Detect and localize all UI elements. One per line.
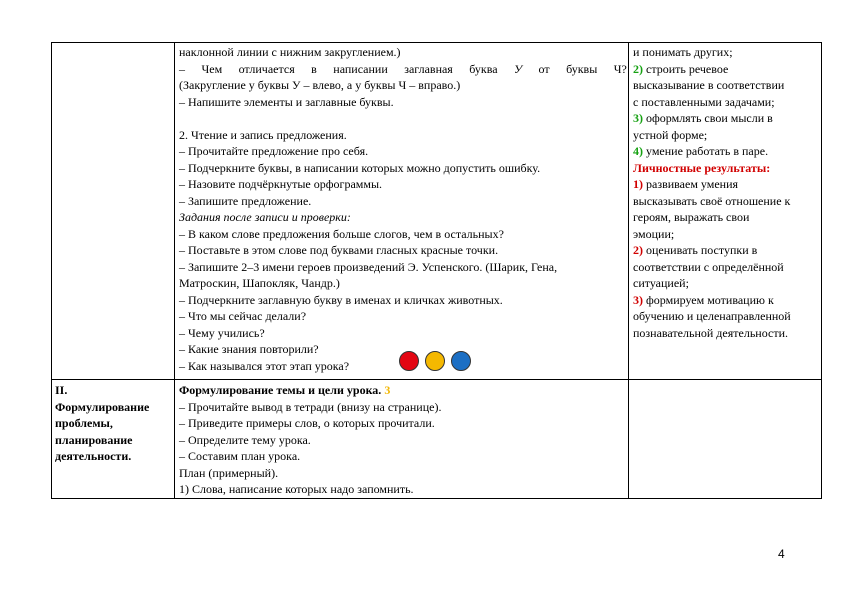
text-line: 2) строить речевое — [633, 61, 729, 76]
blank-line — [179, 110, 627, 127]
text-line: – Поставьте в этом слове под буквами гласных красные точки. — [179, 243, 499, 257]
text-line: познавательной деятельности. — [633, 325, 789, 340]
text-line: с поставленными задачами; — [633, 94, 775, 109]
section-title: 2. Чтение и запись предложения. — [179, 127, 347, 142]
text-line: (Закругление у буквы У – влево, а у буквы Ч – вправо.) — [179, 78, 461, 92]
stage-title-line: проблемы, — [55, 416, 113, 430]
section-heading: Формулирование темы и цели урока. 3 — [179, 383, 391, 397]
text-line: 4) умение работать в паре. — [633, 144, 769, 158]
row2-middle-cell — [177, 382, 627, 498]
text-line: – Запишите 2–3 имени героев произведений Э. Успенского. (Шарик, Гена, — [179, 259, 558, 274]
text-line: эмоции; — [633, 226, 675, 241]
text-line: 3) оформлять свои мысли в — [633, 111, 773, 125]
stage-title-line: Формулирование — [55, 399, 150, 414]
text-line: героям, выражать свои — [633, 210, 750, 224]
text-line: – Что мы сейчас делали? — [179, 309, 307, 323]
text-line: 2) оценивать поступки в — [633, 243, 758, 257]
text-line: 1) Слова, написание которых надо запомнить. — [179, 482, 414, 496]
yellow-dot-icon — [425, 351, 445, 371]
text-line: – Приведите примеры слов, о которых прочитали. — [179, 416, 435, 430]
row1-middle-cell — [177, 44, 627, 374]
blue-dot-icon — [451, 351, 471, 371]
row2-stage-cell — [55, 382, 173, 465]
text-line: – Прочитайте предложение про себя. — [179, 144, 369, 158]
text-line: высказывать своё отношение к — [633, 193, 791, 208]
text-line: – Как назывался этот этап урока? — [179, 358, 350, 373]
text-line: устной форме; — [633, 127, 708, 142]
assessment-dots — [399, 351, 471, 371]
text-line: обучению и целенаправленной — [633, 309, 791, 323]
text-line: – Составим план урока. — [179, 449, 301, 463]
text-line: – Прочитайте вывод в тетради (внизу на странице). — [179, 399, 442, 414]
stage-number: II. — [55, 383, 68, 397]
text-line: – В каком слове предложения больше слогов, чем в остальных? — [179, 226, 504, 241]
text-line: – Назовите подчёркнутые орфограммы. — [179, 177, 383, 191]
question-line-justified: – Чем отличается в написании заглавная буква У от буквы Ч? — [179, 61, 627, 76]
lesson-table — [51, 42, 822, 499]
stage-title-line: деятельности. — [55, 449, 132, 463]
text-line: – Подчеркните буквы, в написании которых можно допустить ошибку. — [179, 160, 541, 175]
text-line: 1) развиваем умения — [633, 177, 739, 191]
text-line: наклонной линии с нижним закруглением.) — [179, 45, 401, 59]
text-line: соответствии с определённой — [633, 259, 784, 274]
text-line: высказывание в соответствии — [633, 78, 785, 92]
text-line: План (примерный). — [179, 465, 279, 480]
red-dot-icon — [399, 351, 419, 371]
text-line: 3) формируем мотивацию к — [633, 292, 774, 307]
row1-right-cell — [630, 44, 820, 341]
row-divider — [52, 379, 821, 380]
text-line: ситуацией; — [633, 276, 689, 290]
tasks-subheading: Задания после записи и проверки: — [179, 210, 351, 224]
text-line: – Какие знания повторили? — [179, 342, 319, 356]
text-line: Матроскин, Шапокляк, Чандр.) — [179, 276, 340, 290]
column-divider-2 — [628, 43, 629, 498]
text-line: – Определите тему урока. — [179, 432, 311, 447]
text-line: – Запишите предложение. — [179, 193, 312, 208]
text-line: и понимать других; — [633, 45, 733, 59]
page-number: 4 — [778, 547, 785, 561]
column-divider-1 — [174, 43, 175, 498]
personal-results-heading: Личностные результаты: — [633, 160, 771, 175]
text-line: – Подчеркните заглавную букву в именах и кличках животных. — [179, 292, 503, 307]
text-line: – Чему учились? — [179, 325, 265, 340]
stage-title-line: планирование — [55, 432, 133, 447]
text-line: – Напишите элементы и заглавные буквы. — [179, 94, 394, 109]
